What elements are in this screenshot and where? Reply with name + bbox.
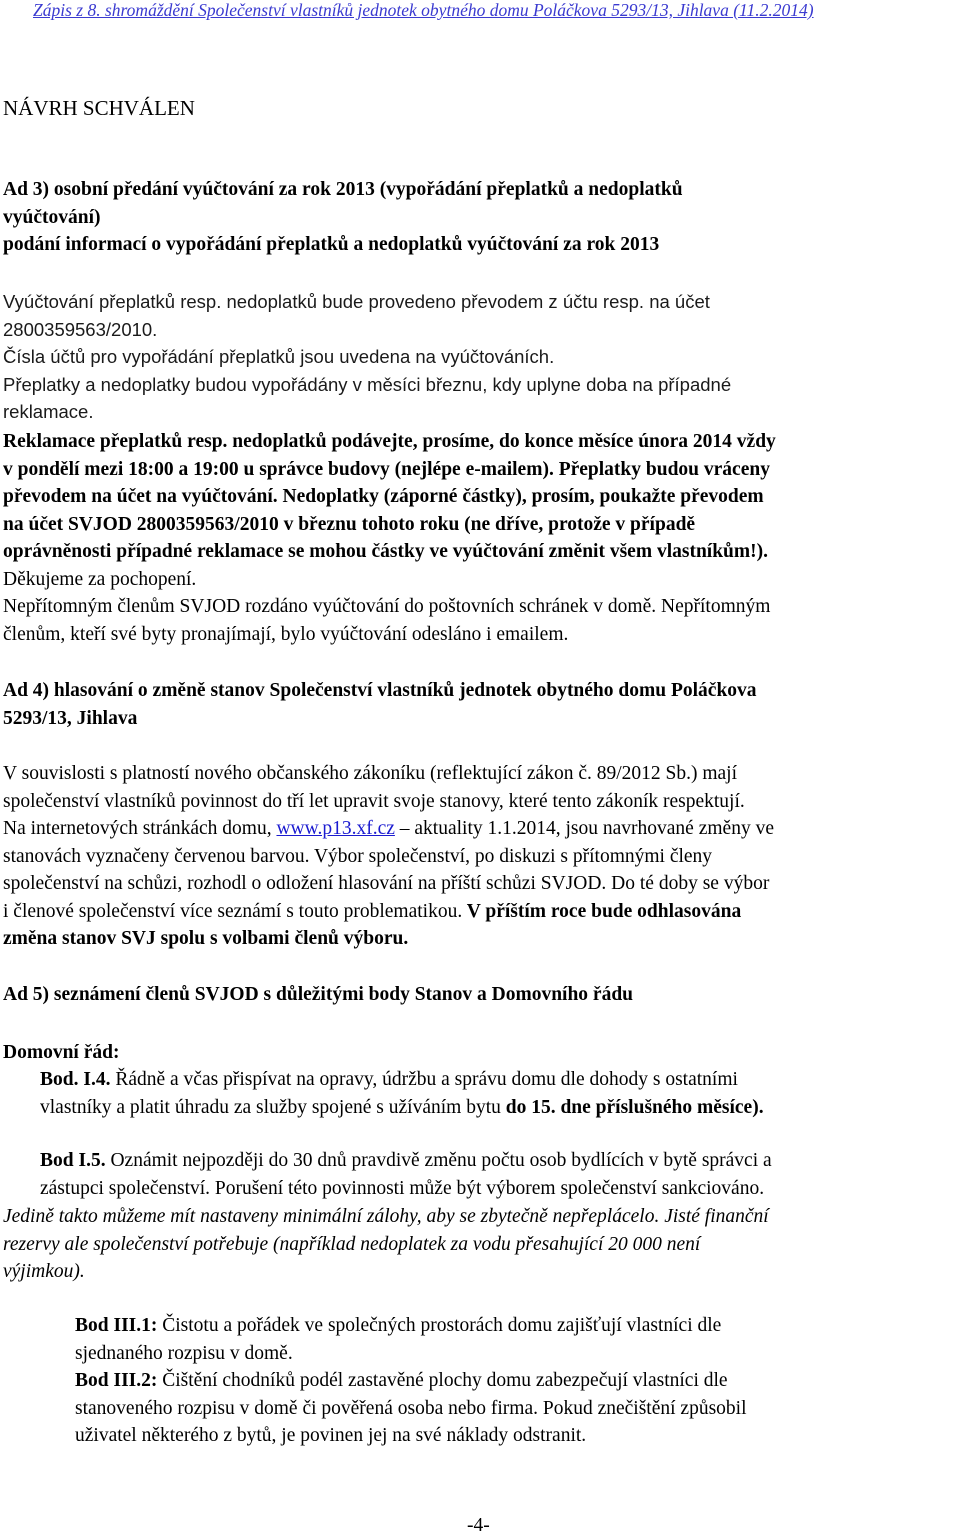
ad4-heading: Ad 4) hlasování o změně stanov Společenství vlastníků jednotek obytného domu Poláčkova 5293/13, Jihlava <box>3 680 757 729</box>
bod-i5: Bod I.5. Oznámit nejpozději do 30 dnů pravdivě změnu počtu osob bydlících v bytě správci a zástupci společenství. Porušení této povinnosti může být výborem společenství sankciováno. <box>40 1150 772 1199</box>
website-link[interactable]: www.p13.xf.cz <box>276 818 395 839</box>
ad3-accounts-paragraph: Vyúčtování přeplatků resp. nedoplatků bude provedeno převodem z účtu resp. na účet 2800359563/2010. Čísla účtů pro vypořádání přeplatků jsou uvedena na vyúčtováních. Přeplatky a nedoplatky budou vypořádány v měsíci březnu, kdy uplyne doba na případné reklamace. <box>3 291 732 422</box>
status-heading: NÁVRH SCHVÁLEN <box>3 96 195 120</box>
bod-i4: Bod. I.4. Řádně a včas přispívat na opravy, údržbu a správu domu dle dohody s ostatními vlastníky a platit úhradu za služby spojené s užíváním bytu do 15. dne příslušného měsíce). <box>40 1069 764 1118</box>
bod-iii1: Bod III.1: Čistotu a pořádek ve společných prostorách domu zajišťují vlastníci dle sjednaného rozpisu v domě. <box>75 1315 722 1364</box>
ad5-heading: Ad 5) seznámení členů SVJOD s důležitými body Stanov a Domovního řádu <box>3 984 634 1005</box>
ad4-paragraph: V souvislosti s platností nového občanského zákoníku (reflektující zákon č. 89/2012 Sb.) mají společenství vlastníků povinnost do tří let upravit svoje stanovy, které tento zákoník respektují. Na internetových stránkách domu, www.p13.xf.cz – aktuality 1.1.2014, jsou navrhované změny ve stanovách vyznačeny červenou barvou. Výbor společenství, po diskuzi s přítomnými členy společenství na schůzi, rozhodl o odložení hlasování na příští schůzi SVJOD. Do té doby se výbor i členové společenství více seznámí s touto problematikou. V příštím roce bude odhlasována změna stanov SVJ spolu s volbami členů výboru. <box>3 763 774 949</box>
ad3-complaints-paragraph: Reklamace přeplatků resp. nedoplatků podávejte, prosíme, do konce měsíce února 2014 vždy v pondělí mezi 18:00 a 19:00 u správce budovy (nejlépe e-mailem). Přeplatky budou vráceny převodem na účet na vyúčtování. Nedoplatky (záporné částky), prosím, poukažte převodem na účet SVJOD 2800359563/2010 v březnu tohoto roku (ne dříve, protože v případě oprávněnosti případné reklamace se mohou částky ve vyúčtování změnit všem vlastníkům!). Děkujeme za pochopení. Nepřítomným členům SVJOD rozdáno vyúčtování do poštovních schránek v domě. Nepřítomným členům, kteří své byty pronajímají, bylo vyúčtování odesláno i emailem. <box>3 431 776 645</box>
ad3-heading: Ad 3) osobní předání vyúčtování za rok 2013 (vypořádání přeplatků a nedoplatků vyúčtování) podání informací o vypořádání přeplatků a nedoplatků vyúčtování za rok 2013 <box>3 179 683 255</box>
domovni-rad-heading: Domovní řád: <box>3 1042 120 1063</box>
italic-note: Jedině takto můžeme mít nastaveny minimální zálohy, aby se zbytečně nepřeplácelo. Jisté finanční rezervy ale společenství potřebuje (například nedoplatek za vodu přesahující 20 000 není výjimkou). <box>3 1206 769 1282</box>
document-header: Zápis z 8. shromáždění Společenství vlastníků jednotek obytného domu Poláčkova 5293/13, Jihlava (11.2.2014) <box>33 0 814 20</box>
page-number: -4- <box>467 1515 490 1536</box>
bod-iii2: Bod III.2: Čištění chodníků podél zastavěné plochy domu zabezpečují vlastníci dle stanoveného rozpisu v domě či pověřená osoba nebo firma. Pokud znečištění způsobil uživatel některého z bytů, je povinen jej na své náklady odstranit. <box>75 1370 747 1446</box>
